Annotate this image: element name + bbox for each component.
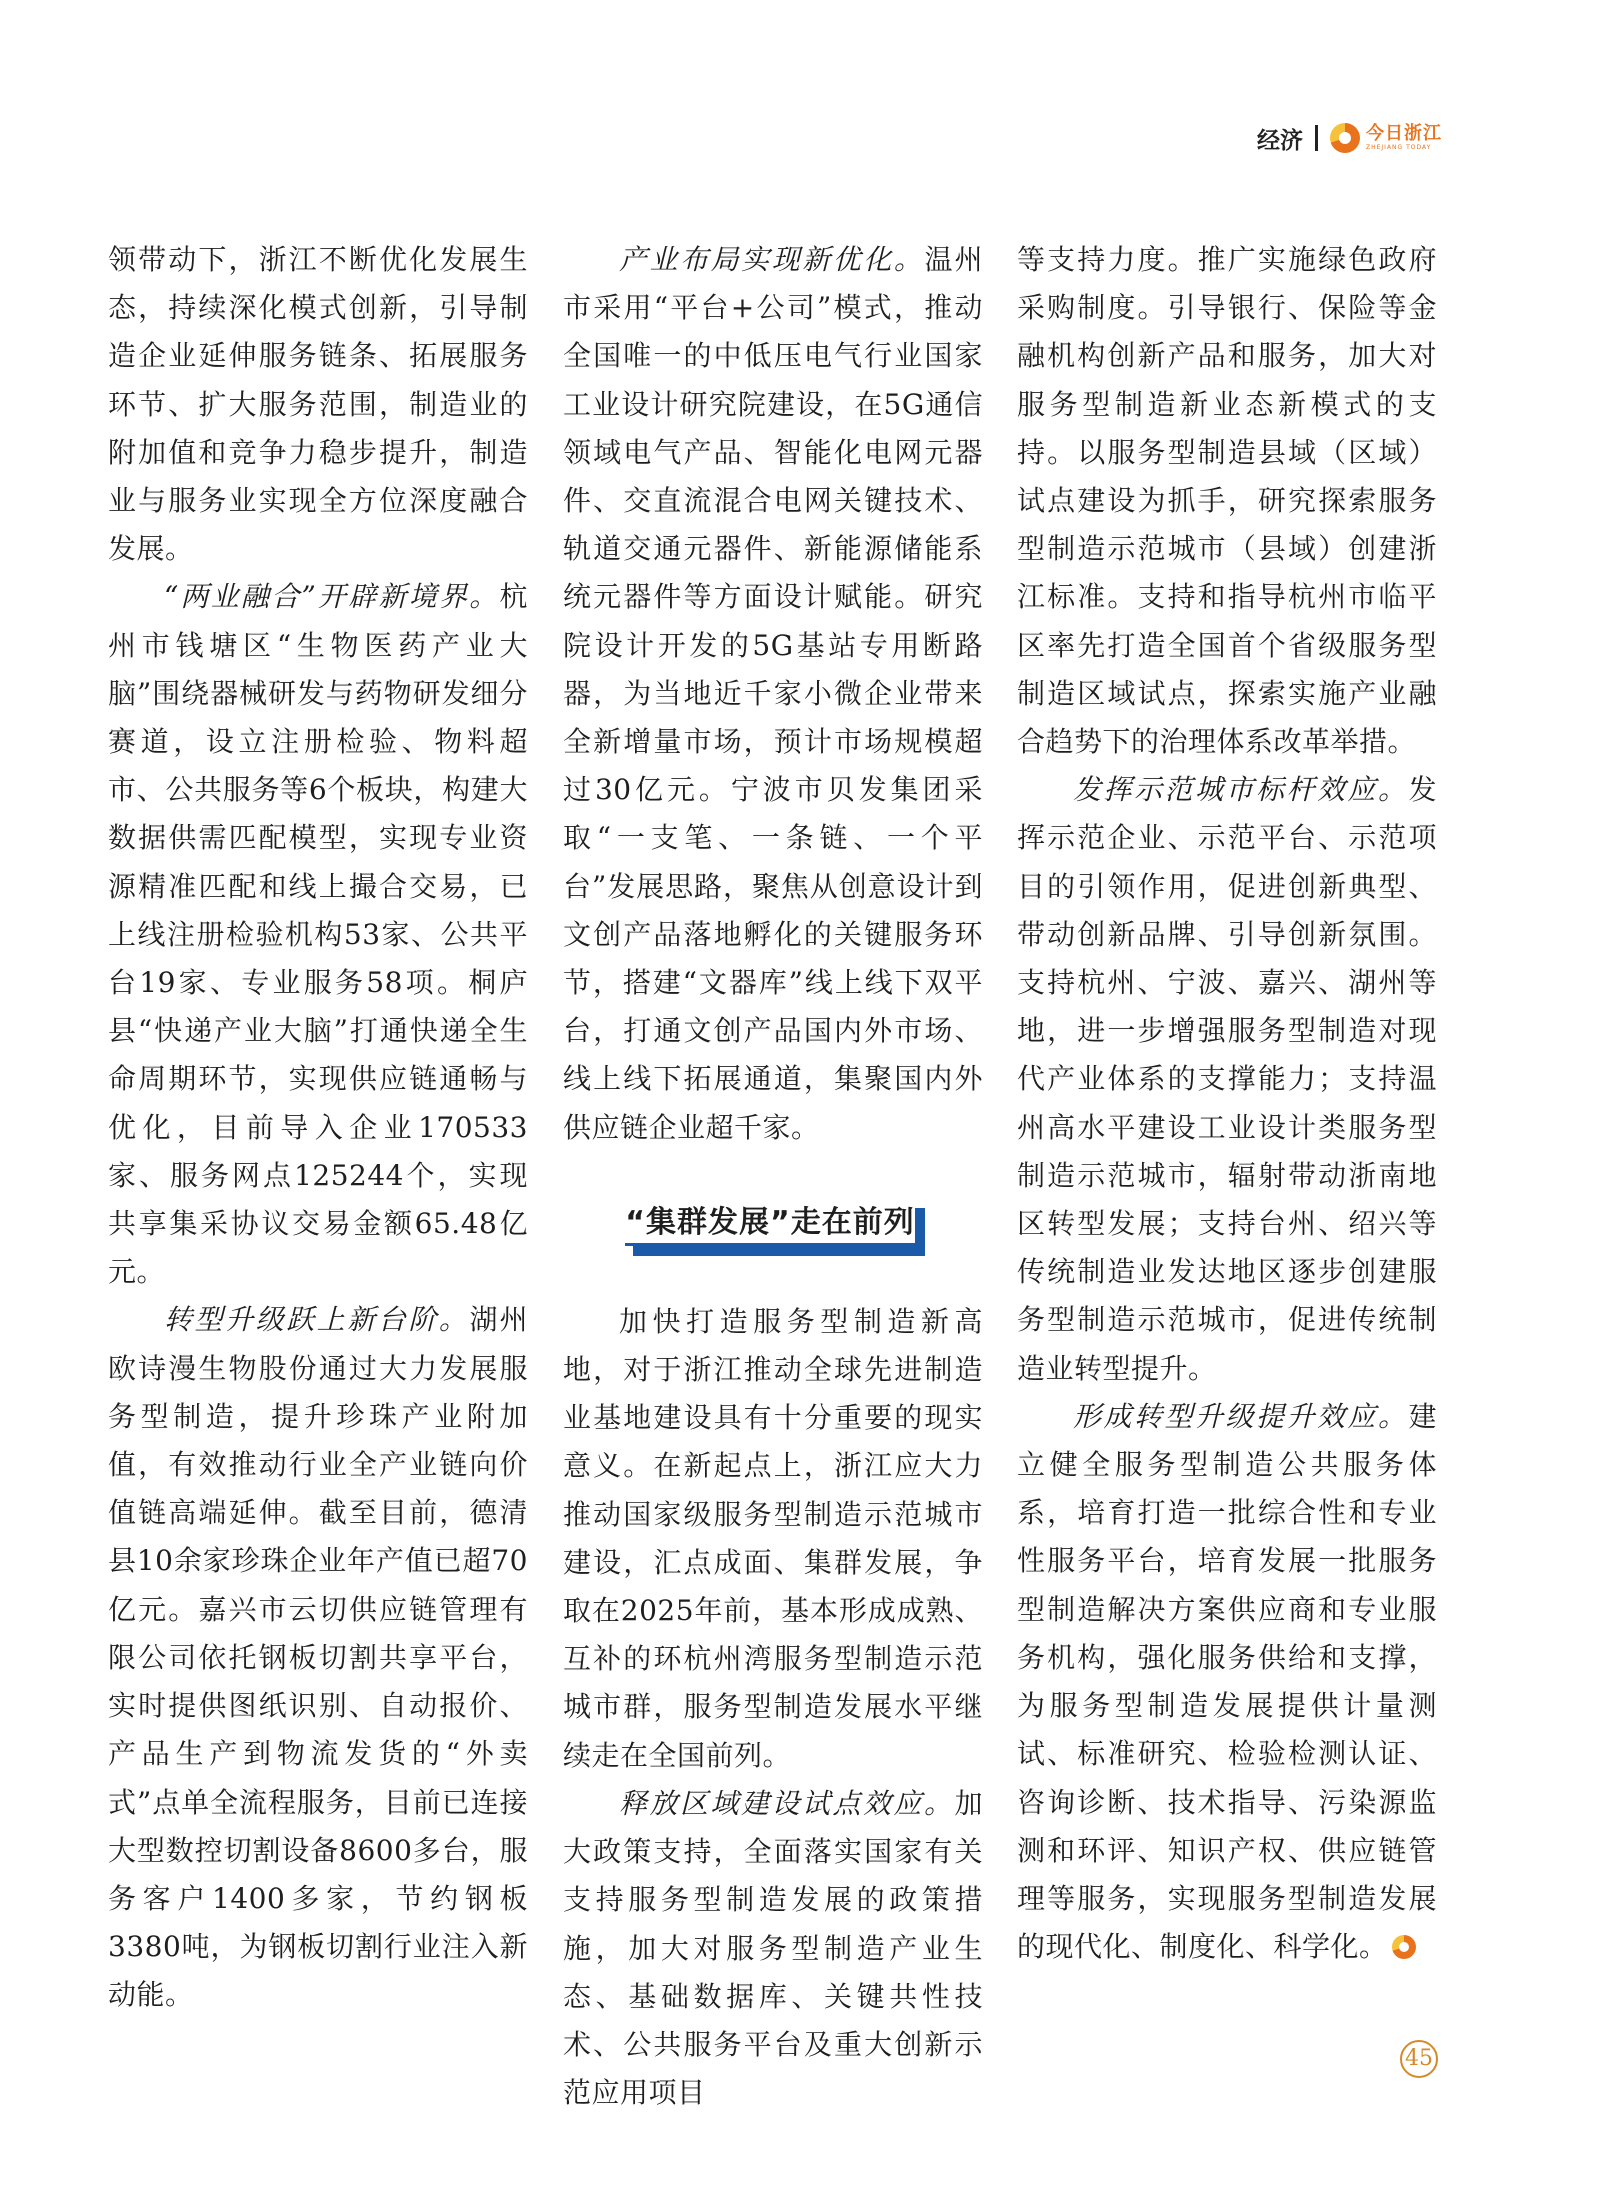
- section-heading-text: “集群发展”走在前列: [625, 1204, 915, 1240]
- paragraph: [108, 573, 528, 1296]
- magazine-logo: [1366, 125, 1442, 151]
- page-number: 45: [1400, 2040, 1438, 2078]
- column-3: [1017, 236, 1437, 1971]
- paragraph-lead: 产业布局实现新优化。: [619, 243, 925, 276]
- paragraph: [1017, 1393, 1437, 1971]
- logo-chinese-text: 今日浙江: [1366, 123, 1442, 144]
- paragraph: 等支持力度。推广实施绿色政府采购制度。引导银行、保险等金融机构创新产品和服务，加大对服务型制造新业态新模式的支持。以服务型制造县域（区域）试点建设为抓手，研究探索服务型制造示范城市（县域）创建浙江标准。支持和指导杭州市临平区率先打造全国首个省级服务型制造区域试点，探索实施产业融合趋势下的治理体系改革举措。: [1017, 243, 1437, 759]
- paragraph-lead: “两业融合”开辟新境界。: [164, 580, 500, 614]
- page-header: [1257, 118, 1442, 158]
- logo-english-text: ZHEJIANG TODAY: [1366, 144, 1432, 151]
- magazine-logo-icon: [1330, 123, 1360, 153]
- paragraph: [108, 1296, 528, 2019]
- section-label: 经济: [1257, 127, 1303, 154]
- paragraph-body: 建立健全服务型制造公共服务体系，培育打造一批综合性和专业性服务平台，培育发展一批服务型制造解决方案供应商和专业服务机构，强化服务供给和支撑，为服务型制造发展提供计量测试、标准研究、检验检测认证、咨询诊断、技术指导、污染源监测和环评、知识产权、供应链管理等服务，实现服务型制造发展的现代化、制度化、科学化。: [1017, 1399, 1437, 1964]
- paragraph-body: 温州市采用“平台+公司”模式，推动全国唯一的中低压电气行业国家工业设计研究院建设，在5G通信领域电气产品、智能化电网元器件、交直流混合电网关键技术、轨道交通元器件、新能源储能系统元器件等方面设计赋能。研究院设计开发的5G基站专用断路器，为当地近千家小微企业带来全新增量市场，预计市场规模超过30亿元。宁波市贝发集团采取“一支笔、一条链、一个平台”发展思路，聚焦从创意设计到文创产品落地孵化的关键服务环节，搭建“文器库”线上线下双平台，打通文创产品国内外市场、线上线下拓展通道，集聚国内外供应链企业超千家。: [563, 243, 983, 1144]
- paragraph: [563, 236, 983, 1152]
- paragraph-body: 发挥示范企业、示范平台、示范项目的引领作用，促进创新典型、带动创新品牌、引导创新氛围。支持杭州、宁波、嘉兴、湖州等地，进一步增强服务型制造对现代产业体系的支撑能力；支持温州高水平建设工业设计类服务型制造示范城市，辐射带动浙南地区转型发展；支持台州、绍兴等传统制造业发达地区逐步创建服务型制造示范城市，促进传统制造业转型提升。: [1017, 773, 1437, 1385]
- column-2: [563, 236, 983, 2117]
- column-1: [108, 236, 528, 2020]
- paragraph-lead: 发挥示范城市标杆效应。: [1073, 773, 1409, 807]
- paragraph: [1017, 766, 1437, 1393]
- paragraph: 领带动下，浙江不断优化发展生态，持续深化模式创新，引导制造企业延伸服务链条、拓展服务环节、扩大服务范围，制造业的附加值和竞争力稳步提升，制造业与服务业实现全方位深度融合发展。: [108, 243, 528, 566]
- paragraph-lead: 转型升级跃上新台阶。: [164, 1303, 470, 1337]
- paragraph: 加快打造服务型制造新高地，对于浙江推动全球先进制造业基地建设具有十分重要的现实意义。在新起点上，浙江应大力推动国家级服务型制造示范城市建设，汇点成面、集群发展，争取在2025年前，基本形成成熟、互补的环杭州湾服务型制造示范城市群，服务型制造发展水平继续走在全国前列。: [563, 1304, 983, 1772]
- paragraph-body: 加大政策支持，全面落实国家有关支持服务型制造发展的政策措施，加大对服务型制造产业生态、基础数据库、关键共性技术、公共服务平台及重大创新示范应用项目: [563, 1786, 983, 2110]
- paragraph-body: 湖州欧诗漫生物股份通过大力发展服务型制造，提升珍珠产业附加值，有效推动行业全产业链向价值链高端延伸。截至目前，德清县10余家珍珠企业年产值已超70亿元。嘉兴市云切供应链管理有限公司依托钢板切割共享平台，实时提供图纸识别、自动报价、产品生产到物流发货的“外卖式”点单全流程服务，目前已连接大型数控切割设备8600多台，服务客户1400多家，节约钢板3380吨，为钢板切割行业注入新动能。: [108, 1303, 528, 2012]
- header-divider: [1315, 125, 1318, 151]
- section-heading: [625, 1200, 915, 1246]
- paragraph-lead: 形成转型升级提升效应。: [1073, 1399, 1409, 1433]
- paragraph-lead: 释放区域建设试点效应。: [619, 1786, 955, 1820]
- paragraph-body: 杭州市钱塘区“生物医药产业大脑”围绕器械研发与药物研发细分赛道，设立注册检验、物料超市、公共服务等6个板块，构建大数据供需匹配模型，实现专业资源精准匹配和线上撮合交易，已上线注册检验机构53家、公共平台19家、专业服务58项。桐庐县“快递产业大脑”打通快递全生命周期环节，实现供应链通畅与优化，目前导入企业170533家、服务网点125244个，实现共享集采协议交易金额65.48亿元。: [108, 580, 528, 1289]
- end-mark-icon: [1392, 1935, 1416, 1959]
- paragraph: [563, 1780, 983, 2117]
